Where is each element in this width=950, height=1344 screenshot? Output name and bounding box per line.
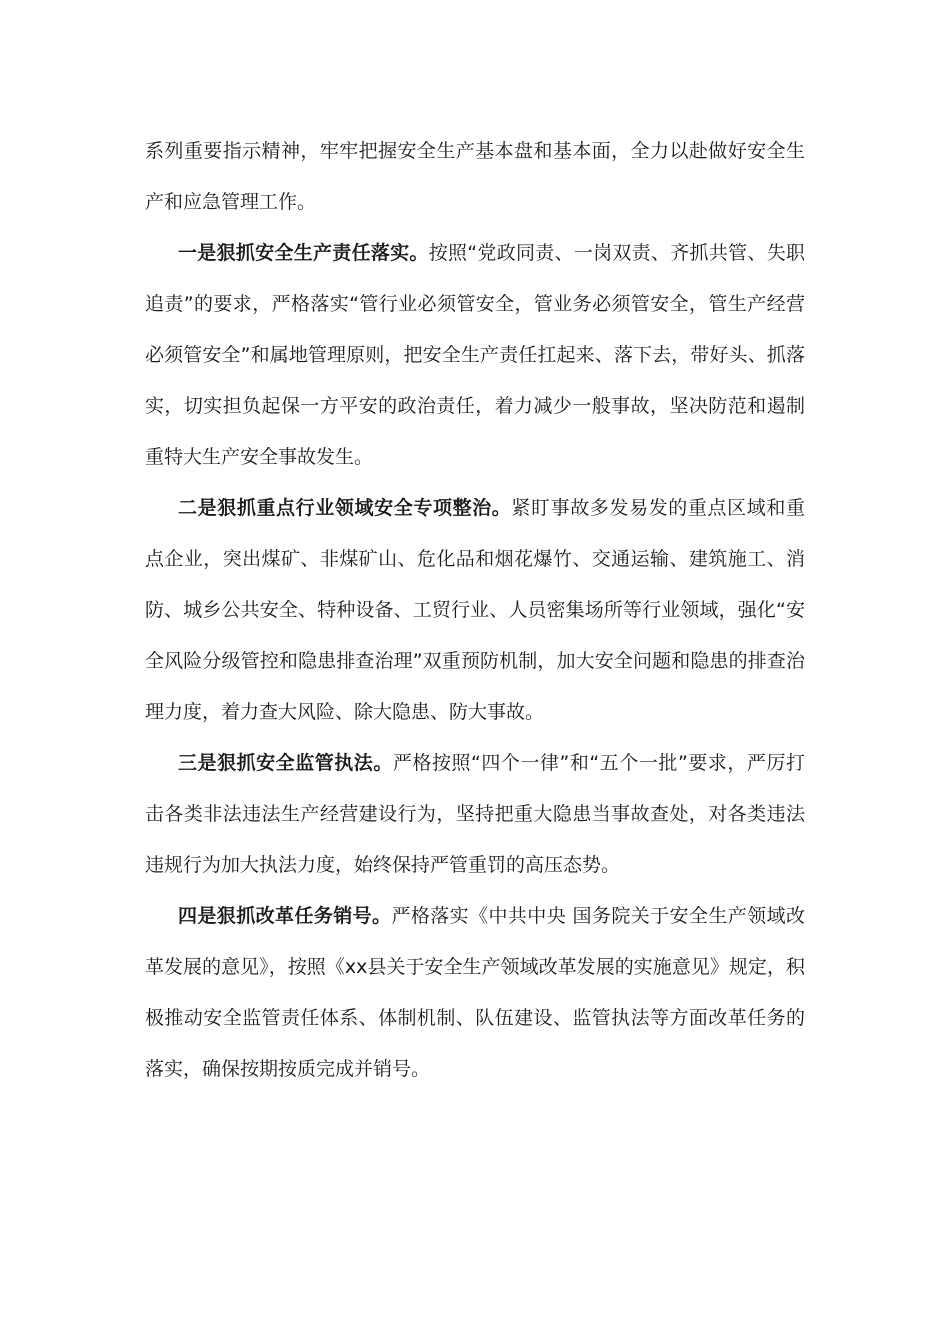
paragraph-2-body: 紧盯事故多发易发的重点区域和重点企业，突出煤矿、非煤矿山、危化品和烟花爆竹、交通运输、建筑施工、消防、城乡公共安全、特种设备、工贸行业、人员密集场所等行业领域，强化“安全风险分级管控和隐患排查治理”双重预防机制，加大安全问题和隐患的排查治理力度，着力查大风险、除大隐患、防大事故。 xyxy=(145,497,805,723)
paragraph-2-heading: 二是狠抓重点行业领域安全专项整治。 xyxy=(178,497,512,519)
paragraph-1-heading: 一是狠抓安全生产责任落实。 xyxy=(178,242,429,264)
document-body xyxy=(145,126,805,1095)
paragraph-2 xyxy=(145,483,805,738)
paragraph-4-body: 严格落实《中共中央 国务院关于安全生产领域改革发展的意见》，按照《xx县关于安全生产领域改革发展的实施意见》规定，积极推动安全监管责任体系、体制机制、队伍建设、监管执法等方面改革任务的落实，确保按期按质完成并销号。 xyxy=(145,905,805,1080)
paragraph-3-heading: 三是狠抓安全监管执法。 xyxy=(178,752,393,774)
paragraph-3 xyxy=(145,738,805,891)
paragraph-4 xyxy=(145,891,805,1095)
paragraph-1-body: 按照“党政同责、一岗双责、齐抓共管、失职追责”的要求，严格落实“管行业必须管安全，管业务必须管安全，管生产经营必须管安全”和属地管理原则，把安全生产责任扛起来、落下去，带好头、抓落实，切实担负起保一方平安的政治责任，着力减少一般事故，坚决防范和遏制重特大生产安全事故发生。 xyxy=(145,242,805,468)
paragraph-4-heading: 四是狠抓改革任务销号。 xyxy=(178,905,392,927)
intro-paragraph: 系列重要指示精神，牢牢把握安全生产基本盘和基本面，全力以赴做好安全生产和应急管理工作。 xyxy=(145,140,805,213)
paragraph-1 xyxy=(145,228,805,483)
paragraph-3-body: 严格按照“四个一律”和“五个一批”要求，严厉打击各类非法违法生产经营建设行为，坚持把重大隐患当事故查处，对各类违法违规行为加大执法力度，始终保持严管重罚的高压态势。 xyxy=(145,752,805,876)
